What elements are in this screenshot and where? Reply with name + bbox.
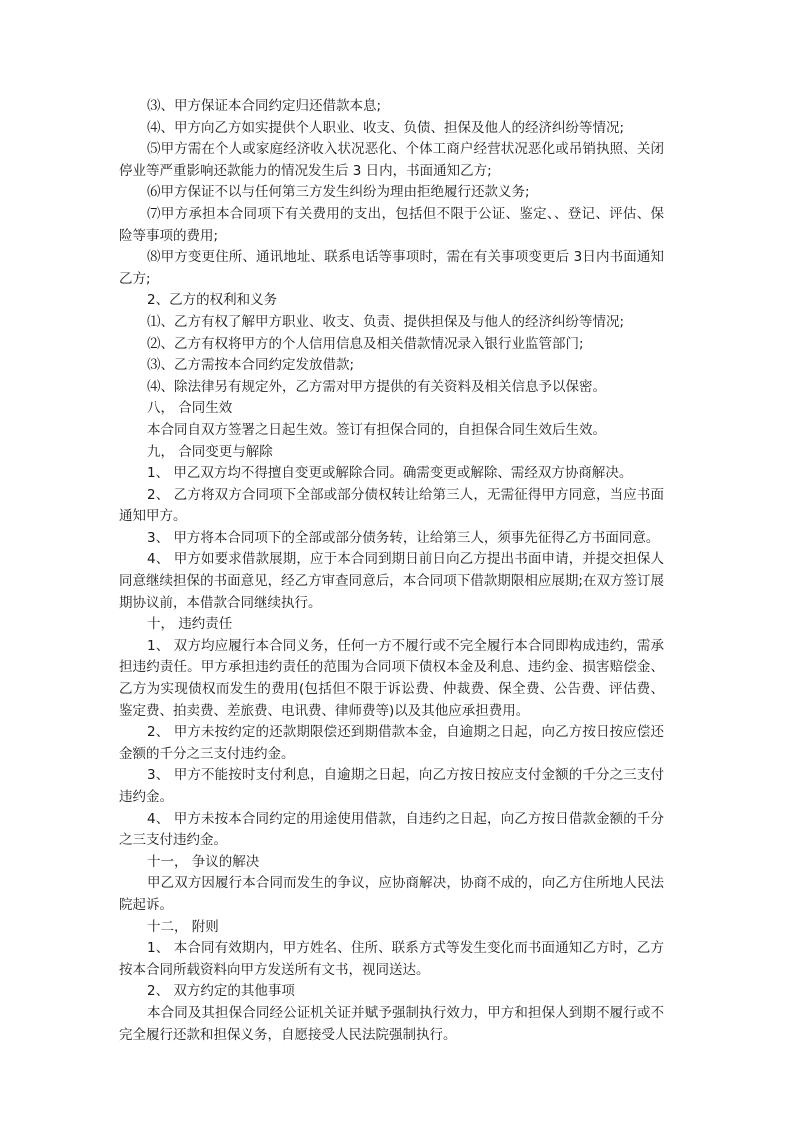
clause-paragraph: 1、 本合同有效期内，甲方姓名、住所、联系方式等发生变化而书面通知乙方时，乙方按本合同所载资料向甲方发送所有文书，视同送达。	[119, 940, 664, 978]
clause-paragraph: 甲乙双方因履行本合同而发生的争议，应协商解决，协商不成的，向乙方住所地人民法院起诉。	[119, 875, 664, 913]
section-heading: 十二， 附则	[147, 918, 219, 935]
clause-paragraph: 本合同及其担保合同经公证机关证并赋予强制执行效力，甲方和担保人到期不履行或不完全履行还款和担保义务，自愿接受人民法院强制执行。	[119, 1004, 664, 1043]
clause-paragraph: ⑻甲方变更住所、通讯地址、联系电话等事项时，需在有关事项变更后 3日内书面通知乙方;	[119, 249, 664, 287]
section-heading: 八， 合同生效	[147, 400, 233, 417]
clause-paragraph: ⑴、乙方有权了解甲方职业、收支、负责、提供担保及与他人的经济纠纷等情况;	[147, 313, 625, 330]
clause-paragraph: 1、 双方均应履行本合同义务，任何一方不履行或不完全履行本合同即构成违约，需承担违约责任。甲方承担违约责任的范围为合同项下债权本金及利息、违约金、损害赔偿金、乙方为实现债权而发生的费用(包括但不限于诉讼费、仲裁费、保全费、公告费、评估费、鉴定费、拍卖费、差旅费、电讯费、律师费等)以及其他应承担费用。	[119, 637, 664, 719]
clause-paragraph: 2、 双方约定的其他事项	[147, 983, 295, 1000]
clause-paragraph: 本合同自双方签署之日起生效。签订有担保合同的，自担保合同生效后生效。	[147, 421, 606, 438]
section-heading: 十一， 争议的解决	[147, 853, 260, 870]
clause-paragraph: 3、 甲方将本合同项下的全部或部分债务转，让给第三人，须事先征得乙方书面同意。	[147, 529, 660, 546]
clause-paragraph: 2、 乙方将双方合同项下全部或部分债权转让给第三人，无需征得甲方同意，当应书面通知甲方。	[119, 486, 664, 525]
clause-paragraph: 4、 甲方未按本合同约定的用途使用借款，自违约之日起，向乙方按日借款金额的千分之三支付违约金。	[119, 810, 664, 849]
clause-paragraph: ⑵、乙方有权将甲方的个人信用信息及相关借款情况录入银行业监管部门;	[147, 335, 584, 352]
section-heading: 九， 合同变更与解除	[147, 443, 273, 460]
clause-paragraph: ⑹甲方保证不以与任何第三方发生纠纷为理由拒绝履行还款义务;	[147, 184, 530, 201]
clause-paragraph: ⑷、除法律另有规定外，乙方需对甲方提供的有关资料及相关信息予以保密。	[147, 378, 606, 395]
clause-paragraph: ⑷、甲方向乙方如实提供个人职业、收支、负债、担保及他人的经济纠纷等情况;	[147, 119, 625, 136]
clause-paragraph: 3、 甲方不能按时支付利息，自逾期之日起，向乙方按日按应支付金额的千分之三支付违约金。	[119, 767, 664, 805]
clause-paragraph: ⑺甲方承担本合同项下有关费用的支出，包括但不限于公证、鉴定、、登记、评估、保险等事项的费用;	[119, 205, 664, 244]
section-heading: 十， 违约责任	[147, 616, 233, 633]
clause-paragraph: 1、 甲乙双方均不得擅自变更或解除合同。确需变更或解除、需经双方协商解决。	[147, 465, 633, 482]
clause-paragraph: ⑸甲方需在个人或家庭经济收入状况恶化、个体工商户经营状况恶化或吊销执照、关闭停业等严重影响还款能力的情况发生后 3 日内，书面通知乙方;	[119, 141, 664, 179]
clause-paragraph: ⑶、甲方保证本合同约定归还借款本息;	[147, 98, 382, 114]
clause-paragraph: 2、 甲方未按约定的还款期限偿还到期借款本金，自逾期之日起，向乙方按日按应偿还金额的千分之三支付违约金。	[119, 724, 664, 762]
document-body	[119, 96, 664, 1046]
section-subheading: 2、乙方的权利和义务	[147, 292, 278, 309]
clause-paragraph: ⑶、乙方需按本合同约定发放借款;	[147, 357, 355, 374]
clause-paragraph: 4、 甲方如要求借款展期，应于本合同到期日前日向乙方提出书面申请，并提交担保人同意继续担保的书面意见，经乙方审查同意后，本合同项下借款期限相应展期;在双方签订展期协议前，本借款合同继续执行。	[119, 551, 664, 611]
